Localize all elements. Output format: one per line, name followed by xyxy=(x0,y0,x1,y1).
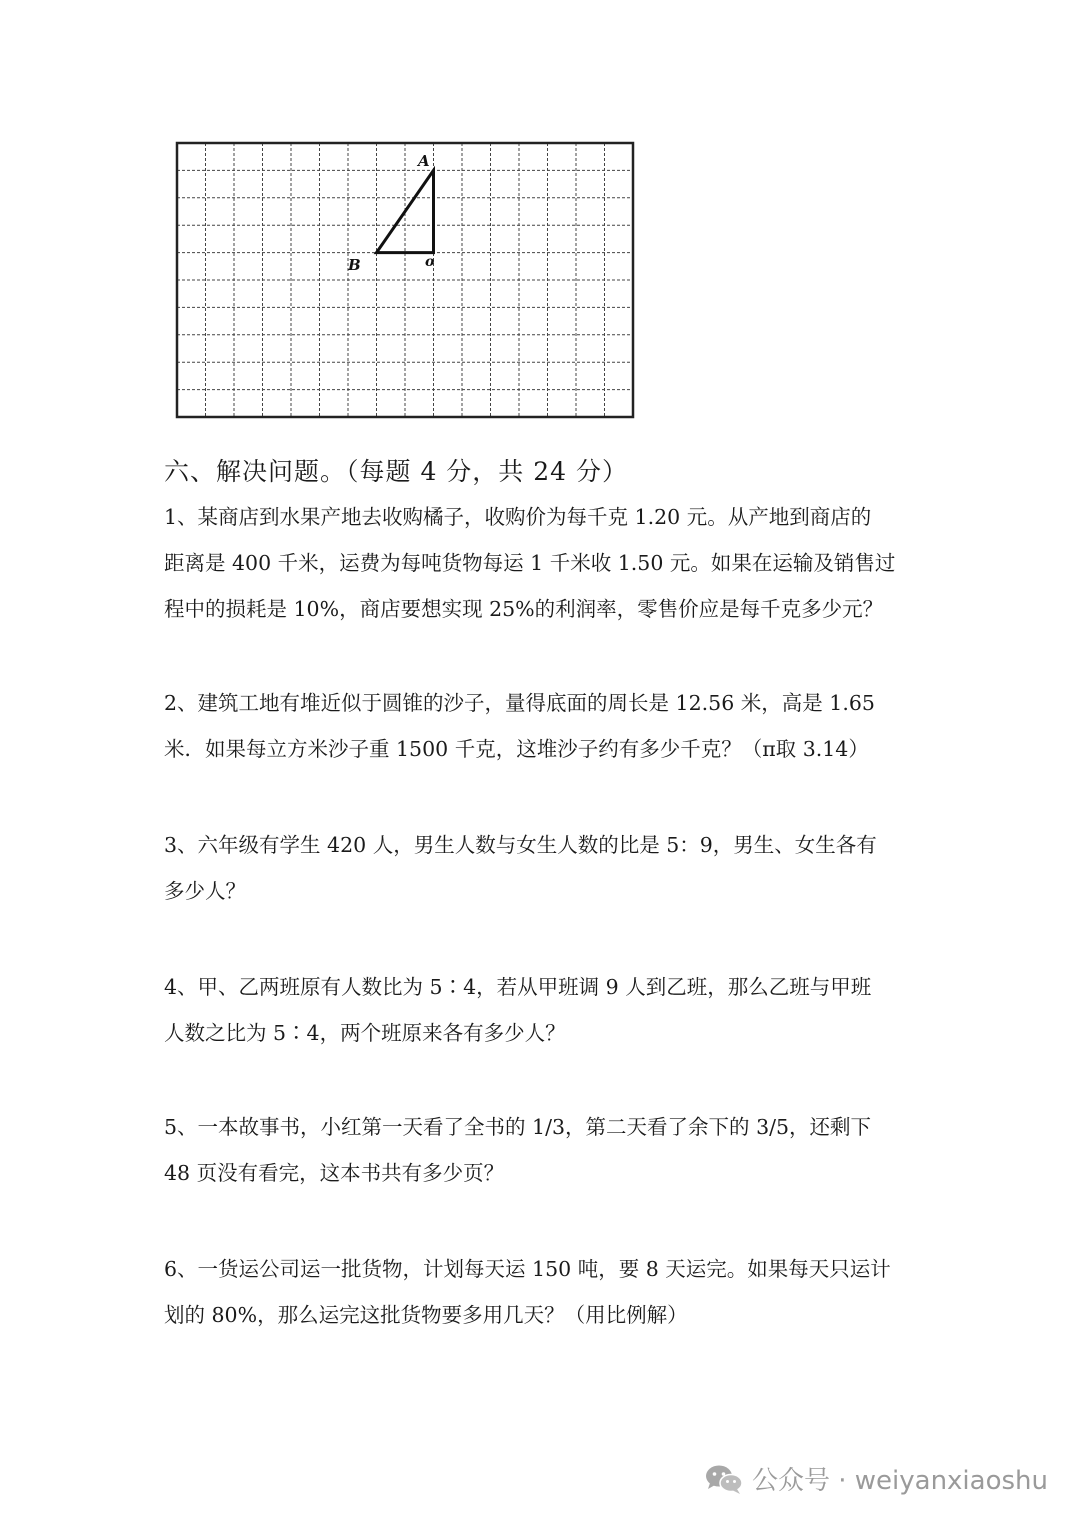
problem-line: 3、六年级有学生 420 人，男生人数与女生人数的比是 5：9，男生、女生各有 xyxy=(164,833,877,857)
problem-line: 48 页没有看完，这本书共有多少页？ xyxy=(164,1161,505,1185)
grid-lines xyxy=(177,143,633,417)
problem-line: 人数之比为 5∶4，两个班原来各有多少人？ xyxy=(164,1021,566,1045)
problem-line: 6、一货运公司运一批货物，计划每天运 150 吨，要 8 天运完。如果每天只运计 xyxy=(164,1257,891,1281)
problem-line: 程中的损耗是 10%，商店要想实现 25%的利润率，零售价应是每千克多少元？ xyxy=(164,597,884,621)
point-label-a: A xyxy=(418,152,430,170)
problem-3 xyxy=(164,822,924,914)
watermark-text: 公众号 · weiyanxiaoshu xyxy=(751,1466,1048,1496)
problem-line: 2、建筑工地有堆近似于圆锥的沙子，量得底面的周长是 12.56 米，高是 1.65 xyxy=(164,691,875,715)
problem-6 xyxy=(164,1246,924,1338)
problem-line: 米．如果每立方米沙子重 1500 千克，这堆沙子约有多少千克？（π取 3.14） xyxy=(164,737,869,761)
point-label-b: B xyxy=(348,256,361,274)
problem-4 xyxy=(164,964,924,1056)
problem-line: 多少人？ xyxy=(164,879,246,903)
point-label-o: o xyxy=(425,254,435,270)
problem-1 xyxy=(164,494,924,632)
problem-line: 距离是 400 千米，运费为每吨货物每运 1 千米收 1.50 元。如果在运输及销售过 xyxy=(164,551,896,575)
section-title: 六、解决问题。（每题 4 分，共 24 分） xyxy=(164,457,629,486)
problem-line: 1、某商店到水果产地去收购橘子，收购价为每千克 1.20 元。从产地到商店的 xyxy=(164,505,872,529)
watermark xyxy=(704,1460,1048,1497)
problem-line: 划的 80%，那么运完这批货物要多用几天？（用比例解） xyxy=(164,1303,688,1327)
problem-line: 4、甲、乙两班原有人数比为 5∶4，若从甲班调 9 人到乙班，那么乙班与甲班 xyxy=(164,975,872,999)
problem-line: 5、一本故事书，小红第一天看了全书的 1/3，第二天看了余下的 3/5，还剩下 xyxy=(164,1115,872,1139)
problem-2 xyxy=(164,680,924,772)
wechat-icon xyxy=(704,1463,744,1495)
problem-5 xyxy=(164,1104,924,1196)
grid-figure xyxy=(174,140,636,420)
